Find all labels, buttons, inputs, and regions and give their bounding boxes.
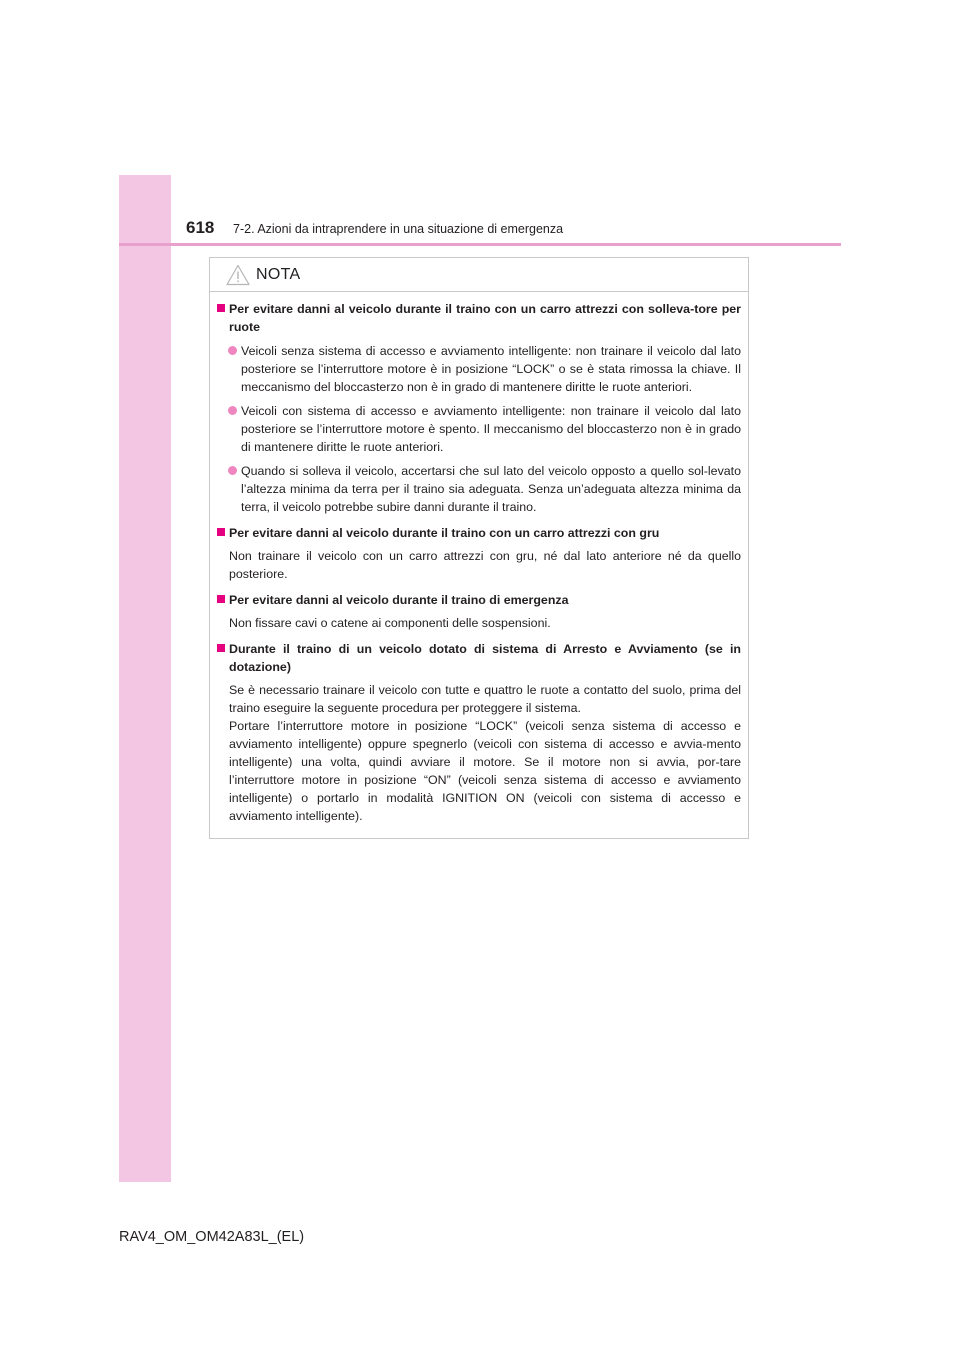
list-item: Veicoli con sistema di accesso e avviamento intelligente: non trainare il veicolo dal lato posteriore se l’interruttore motore è spento. Il meccanismo del bloccasterzo non è in grado di mantenere diritte le ruote anteriori. (217, 402, 741, 456)
section-text: Non trainare il veicolo con un carro attrezzi con gru, né dal lato anteriore né da quello posteriore. (229, 549, 741, 581)
section-heading: Per evitare danni al veicolo durante il traino con un carro attrezzi con gru (217, 524, 741, 542)
note-section (217, 640, 741, 825)
page-number: 618 (186, 218, 215, 237)
circle-bullet-icon (228, 466, 237, 475)
section-text: Non fissare cavi o catene ai componenti delle sospensioni. (229, 616, 551, 630)
square-bullet-icon (217, 528, 225, 536)
section-title: 7-2. Azioni da intraprendere in una situazione di emergenza (233, 222, 564, 236)
section-heading: Durante il traino di un veicolo dotato di sistema di Arresto e Avviamento (se in dotazione) (217, 640, 741, 676)
circle-bullet-icon (228, 346, 237, 355)
note-section (217, 524, 741, 583)
warning-triangle-icon (226, 264, 250, 286)
list-item: Quando si solleva il veicolo, accertarsi che sul lato del veicolo opposto a quello sol-levato l’altezza minima da terra per il traino sia adeguata. Senza un’adeguata altezza minima da terra, il veicolo potrebbe subire danni durante il traino. (217, 462, 741, 516)
list-item: Veicoli senza sistema di accesso e avviamento intelligente: non trainare il veicolo dal lato posteriore se l’interruttore motore è in posizione “LOCK” o se è stata rimossa la chiave. Il meccanismo del bloccasterzo non è in grado di mantenere diritte le ruote anteriori. (217, 342, 741, 396)
circle-bullet-icon (228, 406, 237, 415)
note-box (209, 257, 749, 839)
note-title: NOTA (256, 266, 301, 283)
note-divider (210, 291, 748, 292)
note-header (226, 261, 300, 289)
section-text: Portare l’interruttore motore in posizione “LOCK” (veicoli senza sistema di accesso e avviamento intelligente) oppure spegnerlo (veicoli con sistema di accesso e avvia-mento intelligente) una volta, quindi avviare il motore. Se il motore non si avvia, por-tare l’interruttore motore in posizione “ON” (veicoli senza sistema di accesso e avviamento intelligente) o portarlo in modalità IGNITION ON (veicoli con sistema di accesso e avviamento intelligente). (229, 719, 741, 823)
section-heading: Per evitare danni al veicolo durante il traino con un carro attrezzi con solleva-tore per ruote (217, 300, 741, 336)
square-bullet-icon (217, 595, 225, 603)
document-code: RAV4_OM_OM42A83L_(EL) (119, 1229, 305, 1245)
square-bullet-icon (217, 644, 225, 652)
side-color-band (119, 175, 171, 1182)
note-section (217, 300, 741, 516)
note-content (217, 298, 741, 825)
square-bullet-icon (217, 304, 225, 312)
section-heading: Per evitare danni al veicolo durante il traino di emergenza (217, 591, 741, 609)
header-rule (119, 243, 841, 246)
section-text: Se è necessario trainare il veicolo con tutte e quattro le ruote a contatto del suolo, prima del traino eseguire la seguente procedura per proteggere il sistema. (229, 683, 741, 715)
note-section (217, 591, 741, 632)
